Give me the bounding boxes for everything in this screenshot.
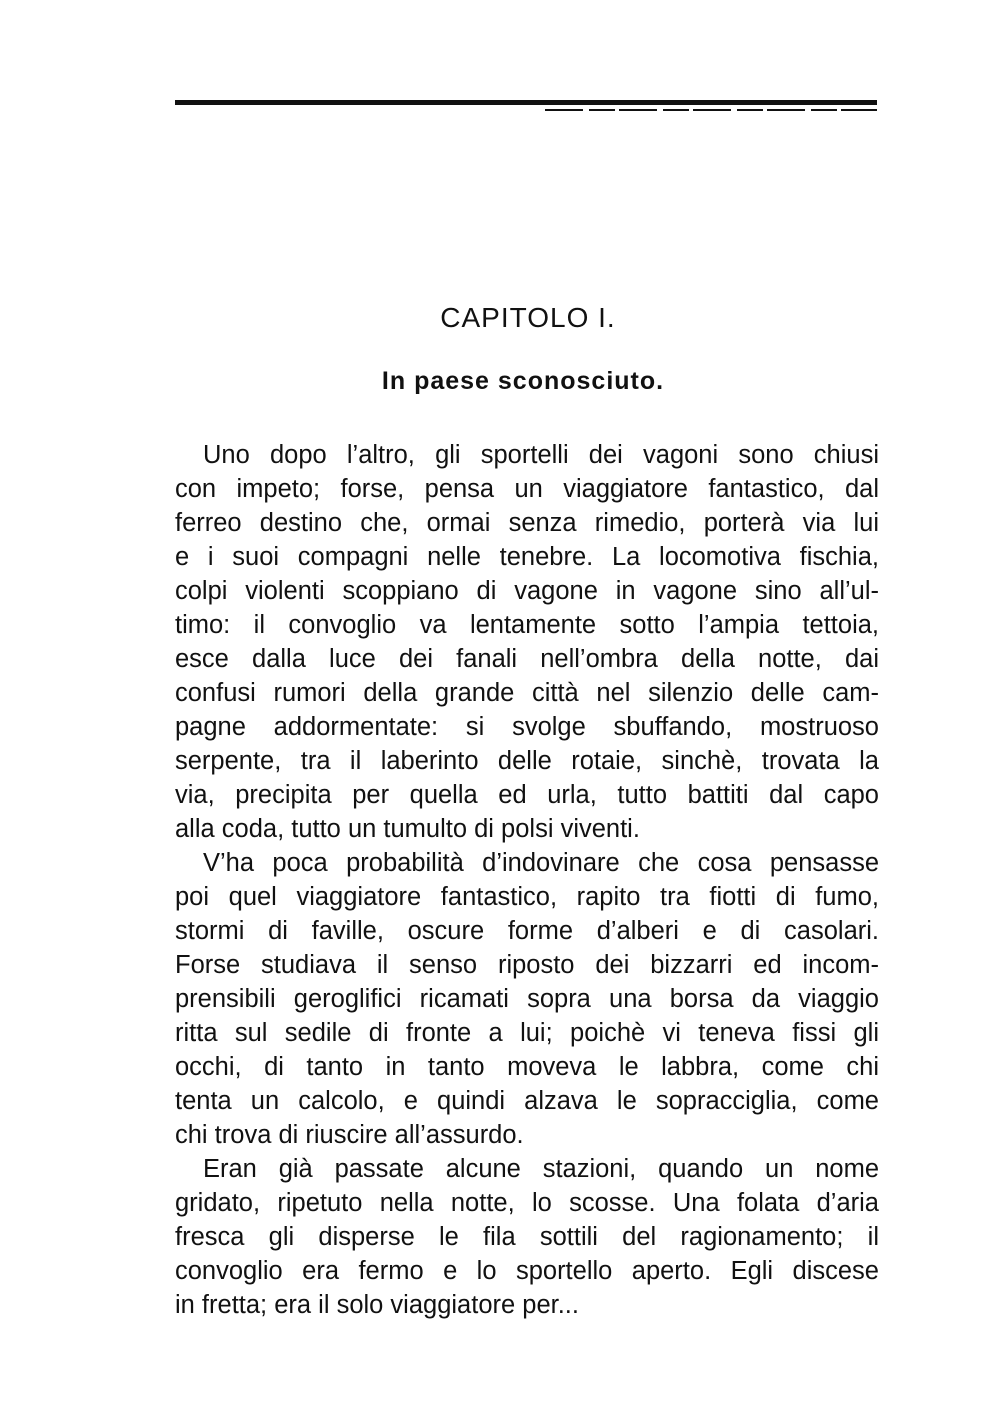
text-line: stormi di faville, oscure forme d’alberi e di casolari. — [175, 917, 879, 945]
text-line: via, precipita per quella ed urla, tutto battiti dal capo — [175, 781, 879, 809]
text-line: pagne addormentate: si svolge sbuffando, mostruoso — [175, 713, 879, 741]
text-line: prensibili geroglifici ricamati sopra una borsa da viaggio — [175, 985, 879, 1013]
text-line: gridato, ripetuto nella notte, lo scosse. Una folata d’aria — [175, 1189, 879, 1217]
header-rule — [175, 100, 877, 114]
text-line: serpente, tra il laberinto delle rotaie, sinchè, trovata la — [175, 747, 879, 775]
text-line: Eran già passate alcune stazioni, quando un nome — [203, 1155, 879, 1183]
text-line: Forse studiava il senso riposto dei bizzarri ed incom- — [175, 951, 879, 979]
text-line: occhi, di tanto in tanto moveva le labbra, come chi — [175, 1053, 879, 1081]
chapter-title: CAPITOLO I. — [440, 302, 616, 333]
text-line: Uno dopo l’altro, gli sportelli dei vagoni sono chiusi — [203, 441, 879, 469]
text-line: in fretta; era il solo viaggiatore per... — [175, 1291, 579, 1319]
text-line: confusi rumori della grande città nel silenzio delle cam- — [175, 679, 879, 707]
chapter-subtitle: In paese sconosciuto. — [381, 367, 665, 395]
text-line: ferreo destino che, ormai senza rimedio, porterà via lui — [175, 509, 879, 537]
text-line: con impeto; forse, pensa un viaggiatore fantastico, dal — [175, 475, 879, 503]
text-line: timo: il convoglio va lentamente sotto l’ampia tettoia, — [175, 611, 879, 639]
text-line: colpi violenti scoppiano di vagone in vagone sino all’ul- — [175, 577, 879, 605]
text-line: e i suoi compagni nelle tenebre. La locomotiva fischia, — [175, 543, 879, 571]
header-rule-thick — [175, 100, 877, 105]
text-line: tenta un calcolo, e quindi alzava le sopracciglia, come — [175, 1087, 879, 1115]
text-line: V’ha poca probabilità d’indovinare che cosa pensasse — [203, 849, 879, 877]
text-line: alla coda, tutto un tumulto di polsi viventi. — [175, 815, 640, 843]
text-line: esce dalla luce dei fanali nell’ombra della notte, dai — [175, 645, 879, 673]
text-line: chi trova di riuscire all’assurdo. — [175, 1121, 524, 1149]
text-line: fresca gli disperse le fila sottili del ragionamento; il — [175, 1223, 879, 1251]
body-text — [175, 438, 879, 1322]
text-line: poi quel viaggiatore fantastico, rapito tra fiotti di fumo, — [175, 883, 879, 911]
header-rule-thin — [545, 109, 877, 111]
text-line: convoglio era fermo e lo sportello aperto. Egli discese — [175, 1257, 879, 1285]
text-line: ritta sul sedile di fronte a lui; poichè vi teneva fissi gli — [175, 1019, 879, 1047]
